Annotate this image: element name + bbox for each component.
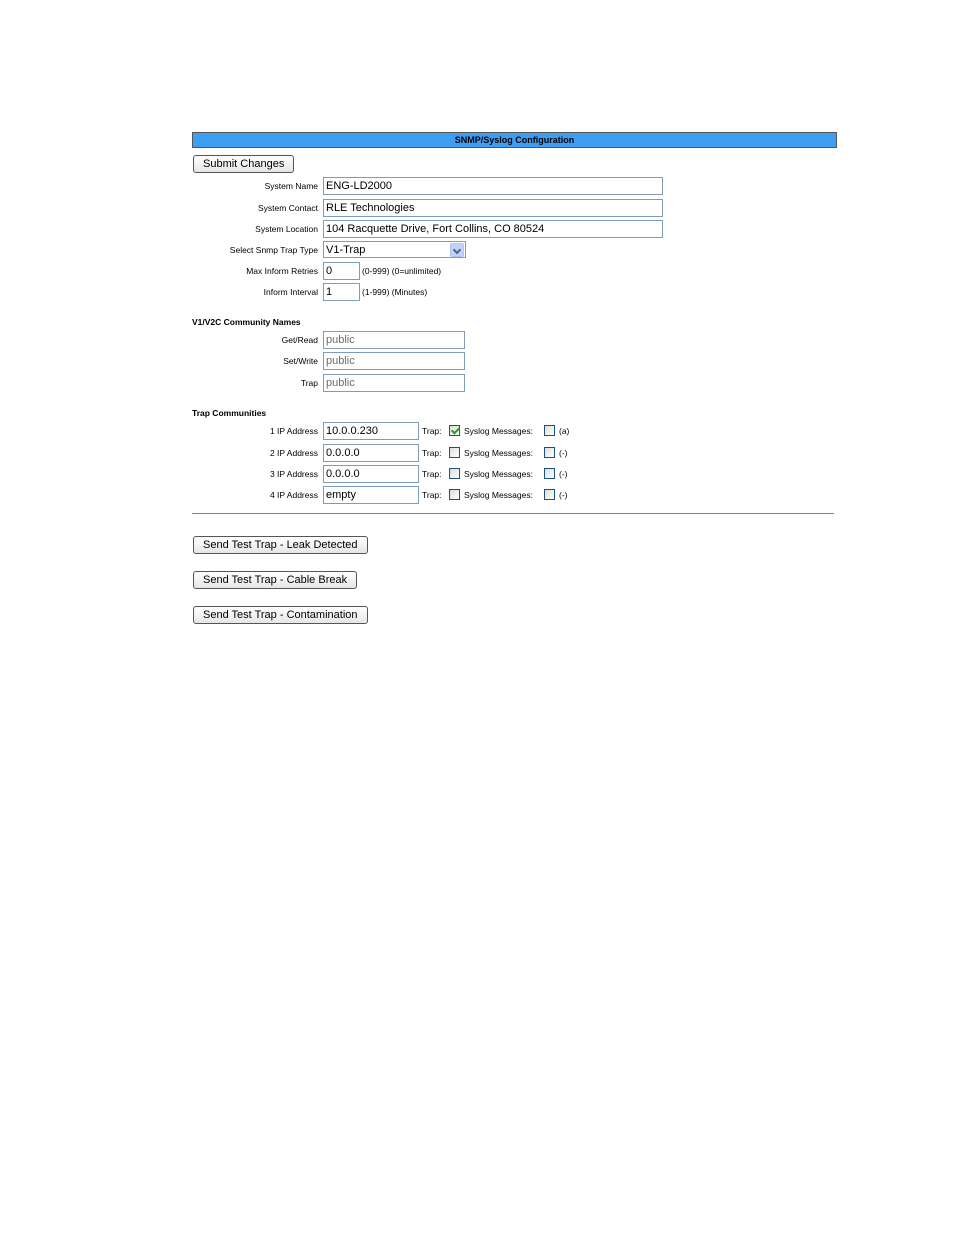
trap-community-row <box>192 374 837 393</box>
trap-community-field[interactable]: public <box>323 374 465 392</box>
syslog-label: Syslog Messages: <box>464 490 533 500</box>
inform-interval-hint: (1-999) (Minutes) <box>362 287 428 297</box>
trap-address-row <box>192 422 837 441</box>
trap-status: (-) <box>559 490 568 500</box>
trap-checkbox[interactable] <box>449 425 460 436</box>
max-retries-row <box>192 262 837 281</box>
max-retries-hint: (0-999) (0=unlimited) <box>362 266 442 276</box>
trap-address-row <box>192 486 837 505</box>
trap-address-field[interactable]: 0.0.0.0 <box>323 465 419 483</box>
system-contact-label: System Contact <box>258 203 318 213</box>
section-divider <box>192 513 834 514</box>
system-location-row <box>192 220 837 239</box>
system-name-label: System Name <box>264 181 318 191</box>
trap-communities-heading: Trap Communities <box>192 408 267 418</box>
trap-type-value: V1-Trap <box>326 244 366 256</box>
trap-address-row <box>192 444 837 463</box>
inform-interval-label: Inform Interval <box>263 287 318 297</box>
trap-label: Trap: <box>422 469 442 479</box>
inform-interval-row <box>192 283 837 302</box>
trap-label: Trap: <box>422 448 442 458</box>
syslog-checkbox[interactable] <box>544 468 555 479</box>
trap-community-label: Trap <box>300 378 318 388</box>
system-location-label: System Location <box>255 224 318 234</box>
trap-address-field[interactable]: empty <box>323 486 419 504</box>
max-retries-label: Max Inform Retries <box>246 266 318 276</box>
trap-checkbox[interactable] <box>449 468 460 479</box>
set-write-field[interactable]: public <box>323 352 465 370</box>
trap-type-select[interactable] <box>323 241 466 258</box>
send-test-trap-contamination-button[interactable]: Send Test Trap - Contamination <box>193 606 368 624</box>
trap-checkbox[interactable] <box>449 489 460 500</box>
system-name-field[interactable]: ENG-LD2000 <box>323 177 663 195</box>
syslog-label: Syslog Messages: <box>464 469 533 479</box>
syslog-label: Syslog Messages: <box>464 448 533 458</box>
trap-address-label: 1 IP Address <box>269 426 318 436</box>
syslog-label: Syslog Messages: <box>464 426 533 436</box>
trap-status: (-) <box>559 448 568 458</box>
syslog-checkbox[interactable] <box>544 489 555 500</box>
syslog-checkbox[interactable] <box>544 447 555 458</box>
panel-title: SNMP/Syslog Configuration <box>192 132 837 148</box>
max-retries-field[interactable]: 0 <box>323 262 360 280</box>
system-contact-row <box>192 199 837 218</box>
set-write-label: Set/Write <box>283 356 318 366</box>
trap-address-field[interactable]: 0.0.0.0 <box>323 444 419 462</box>
system-location-field[interactable]: 104 Racquette Drive, Fort Collins, CO 80524 <box>323 220 663 238</box>
trap-address-label: 4 IP Address <box>269 490 318 500</box>
get-read-field[interactable]: public <box>323 331 465 349</box>
chevron-down-icon[interactable] <box>450 243 464 257</box>
trap-type-label: Select Snmp Trap Type <box>229 245 318 255</box>
set-write-row <box>192 352 837 371</box>
inform-interval-field[interactable]: 1 <box>323 283 360 301</box>
trap-address-row <box>192 465 837 484</box>
system-contact-field[interactable]: RLE Technologies <box>323 199 663 217</box>
community-names-heading: V1/V2C Community Names <box>192 317 301 327</box>
get-read-label: Get/Read <box>281 335 318 345</box>
trap-label: Trap: <box>422 490 442 500</box>
send-test-trap-leak-button[interactable]: Send Test Trap - Leak Detected <box>193 536 368 554</box>
system-name-row <box>192 177 837 196</box>
send-test-trap-cable-button[interactable]: Send Test Trap - Cable Break <box>193 571 357 589</box>
trap-type-row <box>192 241 837 260</box>
get-read-row <box>192 331 837 350</box>
trap-status: (a) <box>559 426 570 436</box>
trap-address-field[interactable]: 10.0.0.230 <box>323 422 419 440</box>
trap-checkbox[interactable] <box>449 447 460 458</box>
trap-label: Trap: <box>422 426 442 436</box>
trap-address-label: 3 IP Address <box>269 469 318 479</box>
trap-address-label: 2 IP Address <box>269 448 318 458</box>
submit-changes-button[interactable]: Submit Changes <box>193 155 294 173</box>
trap-status: (-) <box>559 469 568 479</box>
syslog-checkbox[interactable] <box>544 425 555 436</box>
